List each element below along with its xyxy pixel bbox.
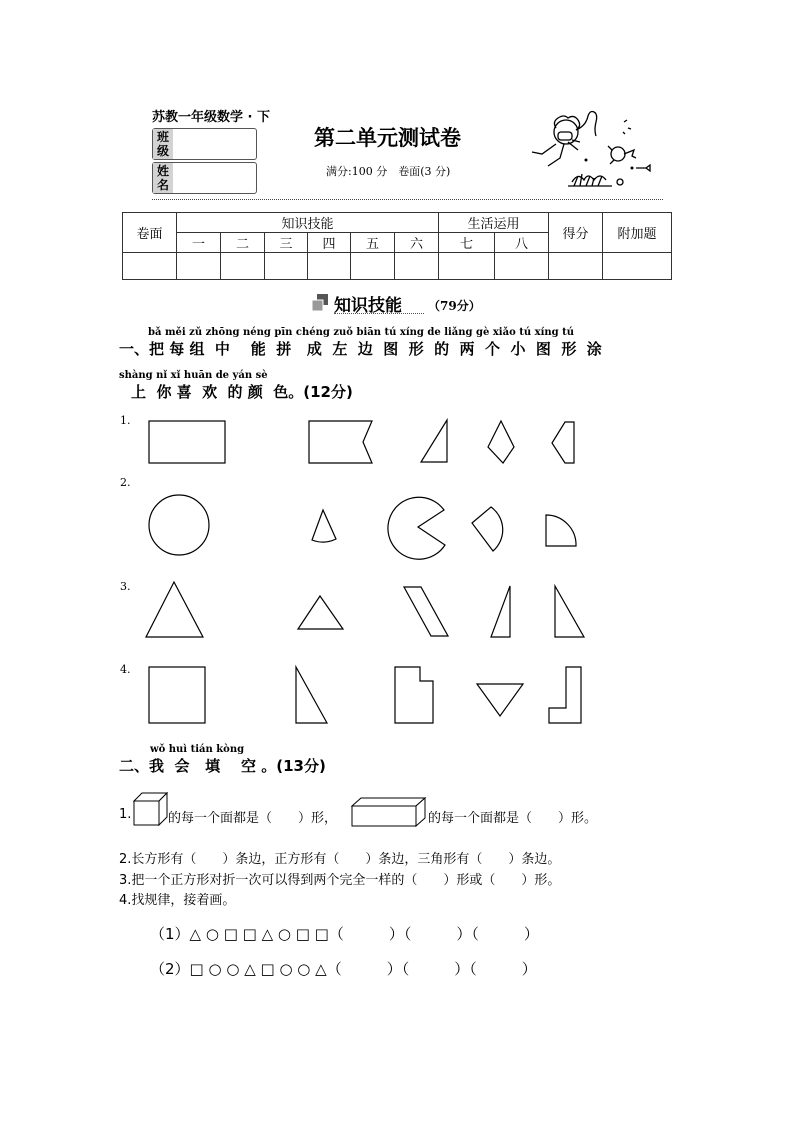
zhishi-header: 知识技能 <box>177 213 439 233</box>
sequence-1: （1）△ ○ □ □ △ ○ □ □（ ）（ ）（ ） <box>150 925 539 943</box>
col-1: 一 <box>177 233 221 253</box>
triangle-shape[interactable] <box>491 586 510 637</box>
col-7: 七 <box>439 233 495 253</box>
class-label: 班级 <box>153 129 173 159</box>
col-8: 八 <box>495 233 549 253</box>
section1-title: 知识技能 <box>334 296 402 316</box>
row-label-3: 3. <box>120 580 131 593</box>
q2-line4: 4.找规律，接着画。 <box>119 893 236 908</box>
q2-line2: 2.长方形有（ ）条边，正方形有（ ）条边，三角形有（ ）条边。 <box>119 852 561 867</box>
circle-shape[interactable] <box>149 495 209 555</box>
name-label: 姓名 <box>153 163 173 193</box>
cuboid-icon <box>351 797 427 827</box>
flag-shape[interactable] <box>309 421 372 463</box>
parallelogram-shape[interactable] <box>404 587 448 636</box>
sector-shape[interactable] <box>312 510 336 542</box>
kite-shape[interactable] <box>488 421 514 463</box>
rectangle-shape[interactable] <box>149 421 225 463</box>
col-6: 六 <box>395 233 439 253</box>
series-label: 苏教一年级数学 · 下 <box>152 110 270 125</box>
q1-pinyin-2: shàng nǐ xǐ huān de yán sè <box>119 370 268 381</box>
sector-shape[interactable] <box>472 507 503 551</box>
cube-icon <box>133 792 169 826</box>
triangle-shape[interactable] <box>477 684 523 716</box>
row-label-2: 2. <box>120 476 131 489</box>
page-subtitle: 满分:100 分 卷面(3 分) <box>326 165 451 178</box>
q1-pinyin-1: bǎ měi zǔ zhōng néng pīn chéng zuǒ biān tú xíng de liǎng gè xiǎo tú xíng tú <box>148 327 575 338</box>
triangle-shape[interactable] <box>298 596 343 629</box>
triangle-shape[interactable] <box>296 667 327 723</box>
col-4: 四 <box>308 233 351 253</box>
q2-line3: 3.把一个正方形对折一次可以得到两个完全一样的（ ）形或（ ）形。 <box>119 873 561 888</box>
fujia-header: 附加题 <box>603 213 672 253</box>
page-title: 第二单元测试卷 <box>314 126 461 150</box>
q2-line1-end: 的每一个面都是（ ）形。 <box>428 811 598 826</box>
q2-line1-mid: 的每一个面都是（ ）形， <box>168 811 338 826</box>
square-shape[interactable] <box>149 667 205 723</box>
section1-score: （79分） <box>428 299 481 313</box>
triangle-shape[interactable] <box>146 582 203 637</box>
q1-text-1: 一、把 每 组 中 能 拼 成 左 边 图 形 的 两 个 小 图 形 涂 <box>119 340 602 358</box>
l-shape[interactable] <box>395 667 433 723</box>
col-2: 二 <box>221 233 265 253</box>
col-5: 五 <box>351 233 395 253</box>
quarter-circle-shape[interactable] <box>546 515 576 546</box>
q2-pinyin: wǒ huì tián kòng <box>150 744 245 755</box>
pacman-shape[interactable] <box>388 497 445 559</box>
l-shape[interactable] <box>549 667 581 723</box>
q1-text-2: 上 你 喜 欢 的 颜 色。(12分) <box>131 383 353 401</box>
q2-title: 二、我 会 填 空 。(13分) <box>119 757 326 775</box>
q2-line1-prefix: 1. <box>119 807 132 822</box>
row-label-1: 1. <box>120 414 131 427</box>
row-label-4: 4. <box>120 663 131 676</box>
defen-header: 得分 <box>549 213 603 253</box>
triangle-shape[interactable] <box>555 586 584 637</box>
juanmian-header: 卷面 <box>123 213 177 253</box>
trapezoid-shape[interactable] <box>552 422 574 463</box>
col-3: 三 <box>265 233 308 253</box>
shenghuo-header: 生活运用 <box>439 213 549 233</box>
triangle-shape[interactable] <box>421 420 447 462</box>
sequence-2: （2）□ ○ ○ △ □ ○ ○ △（ ）（ ）（ ） <box>150 960 537 978</box>
